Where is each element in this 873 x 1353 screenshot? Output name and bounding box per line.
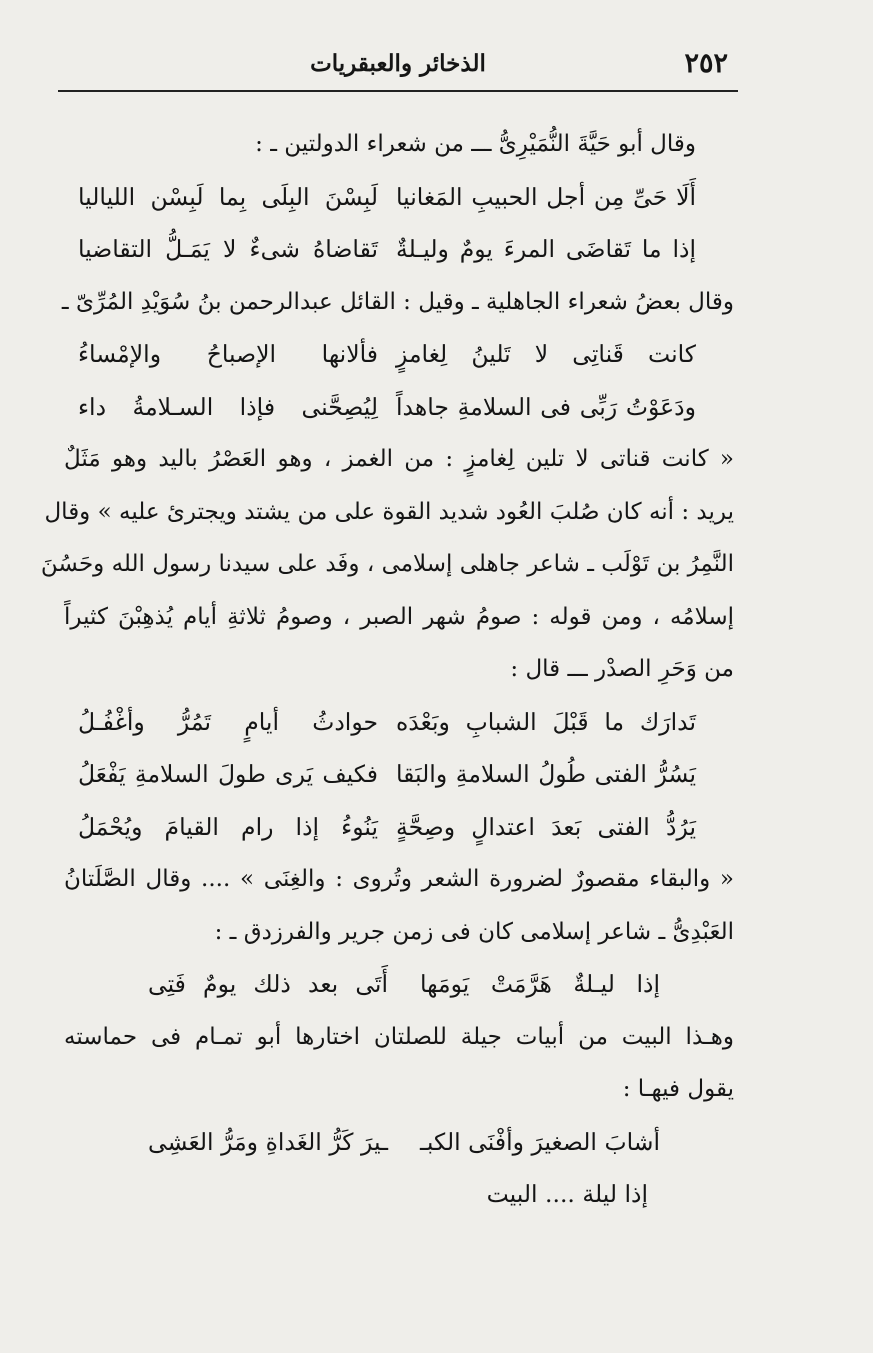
prose-line: إسلامُه ، ومن قوله : صومُ شهر الصبر ، وصومُ ثلاثةِ أيام يُذهِبْنَ كثيراً [64,603,734,630]
verse-line [58,328,740,381]
page-number: ٢٥٢ [684,48,728,79]
prose-line: « والبقاء مقصورٌ لضرورة الشعر وتُروى : والغِنَى » .... وقال الصَّلَتانُ [64,866,734,892]
verse-line [58,223,740,276]
page-body [40,118,740,1221]
verse-line [58,748,740,801]
verse-first-hemistich: إذا ليلة .... البيت [486,1180,648,1208]
prose-line: وقال أبو حَيَّةَ النُّمَيْرِىُّ ـــ من شعراء الدولتين ـ : [255,131,696,157]
verse-line [58,696,740,749]
verse-second-hemistich: أَتَى بعد ذلك يومٌ فَتِى [148,970,388,998]
verse-first-hemistich: يَرُدُّ الفتى بَعدَ اعتدالٍ وصِحَّةٍ [396,812,696,841]
verse-first-hemistich: يَسُرُّ الفتى طُولُ السلامةِ والبَقا [396,760,696,788]
verse-second-hemistich: فكيف يَرى طولَ السلامةِ يَفْعَلُ [78,760,378,788]
verse-first-hemistich: ودَعَوْتُ رَبِّى فى السلامةِ جاهداً [396,392,696,421]
verse-first-hemistich: إذا ما تَقاضَى المرءَ يومٌ وليـلةٌ [396,235,696,263]
verse-first-hemistich: أشابَ الصغيرَ وأفْنَى الكبـ [420,1127,660,1156]
verse-first-hemistich: تَدارَك ما قَبْلَ الشبابِ وبَعْدَه [396,707,696,736]
verse-line [58,958,740,1011]
prose-line: من وَحَرِ الصدْر ـــ قال : [510,656,734,682]
prose-line: النَّمِرُ بن تَوْلَب ـ شاعر جاهلى إسلامى ، وفَد على سيدنا رسول الله وحَسُنَ [40,551,734,577]
verse-second-hemistich: لِيُصِحَّنى فإذا السـلامةُ داء [78,392,378,421]
verse-line [58,801,740,854]
verse-second-hemistich: لَبِسْنَ البِلَى بِما لَبِسْن اللياليا [78,182,378,211]
verse-first-hemistich: أَلَا حَىِّ مِن أجل الحبيبِ المَغانيا [396,182,696,211]
page-header [58,46,738,92]
verse-second-hemistich: حوادثُ أيامٍ تَمُرُّ وأغْفُـلُ [78,707,378,736]
prose-line: وهـذا البيت من أبيات جيلة للصلتان اختارها أبو تمـام فى حماسته [64,1023,734,1050]
prose-line: وقال بعضُ شعراء الجاهلية ـ وقيل : القائل عبدالرحمن بنُ سُوَيْدِ المُرِّىّ ـ [61,288,734,315]
verse-first-hemistich: إذا ليـلةٌ هَرَّمَتْ يَومَها [420,970,660,998]
prose-line: يقول فيهـا : [622,1076,734,1102]
verse-line [58,381,740,434]
verse-line [58,1116,740,1169]
verse-first-hemistich: كانت قَناتِى لا تَلينُ لِغامزٍ [396,340,696,368]
running-title: الذخائر والعبقريات [310,50,486,77]
prose-line: العَبْدِىُّ ـ شاعر إسلامى كان فى زمن جرير والفرزدق ـ : [214,918,734,945]
verse-second-hemistich: يَنُوءُ إذا رام القيامَ ويُحْمَلُ [78,812,378,841]
verse-line [58,171,740,224]
prose-line: يريد : أنه كان صُلبَ العُود شديد القوة على من يشتد ويجترئ عليه » وقال [44,498,734,525]
verse-second-hemistich: تَقاضاهُ شىءٌ لا يَمَـلُّ التقاضيا [78,235,378,263]
prose-line: « كانت قناتى لا تلين لِغامزٍ : من الغمز ، وهو العَصْرُ باليد وهو مَثَلٌ [64,446,734,472]
verse-second-hemistich: فألانها الإصباحُ والإمْساءُ [78,340,378,368]
verse-line [58,1168,740,1221]
verse-second-hemistich: ـيرَ كَرُّ الغَداةِ ومَرُّ العَشِى [148,1127,388,1156]
